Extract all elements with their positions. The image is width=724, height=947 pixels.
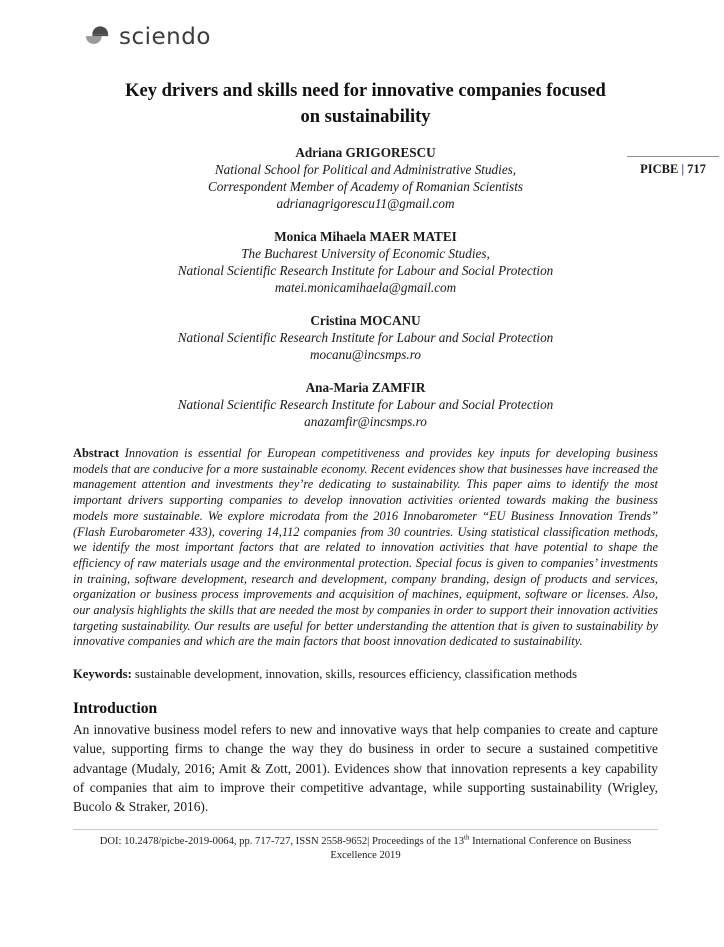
title-line-2: on sustainability <box>300 107 431 127</box>
author-email: mocanu@incsmps.ro <box>310 347 421 362</box>
section-heading-introduction: Introduction <box>73 700 158 718</box>
sciendo-logo-icon <box>84 20 110 54</box>
footer-doi-text: DOI: 10.2478/picbe-2019-0064, pp. 717-727, ISSN 2558-9652| Proceedings of the 13 <box>99 836 465 848</box>
publisher-logo <box>84 20 211 54</box>
abstract-paragraph <box>73 446 658 650</box>
keywords-text: sustainable development, innovation, skills, resources efficiency, classification methods <box>134 667 577 682</box>
publisher-name: sciendo <box>119 24 211 50</box>
footer-line-1 <box>73 835 658 849</box>
author-email: anazamfir@incsmps.ro <box>304 414 427 429</box>
abstract-label: Abstract <box>73 446 120 460</box>
author-affiliation: National Scientific Research Institute for Labour and Social Protection <box>177 263 554 278</box>
author-name: Ana-Maria ZAMFIR <box>305 380 426 395</box>
badge-separator: | <box>681 162 685 176</box>
author-affiliation: Correspondent Member of Academy of Romanian Scientists <box>208 179 523 194</box>
author-affiliation: National School for Political and Administrative Studies, <box>214 162 517 177</box>
author-block <box>73 312 658 363</box>
author-affiliation: National Scientific Research Institute for Labour and Social Protection <box>177 330 554 345</box>
page-footer <box>73 829 658 862</box>
title-line-1: Key drivers and skills need for innovative companies focused <box>125 81 606 101</box>
author-affiliation: National Scientific Research Institute for Labour and Social Protection <box>177 397 554 412</box>
footer-ordinal-sup: th <box>464 833 470 842</box>
footer-line-2: Excellence 2019 <box>330 849 401 861</box>
page-number: 717 <box>687 162 706 176</box>
paper-title <box>73 78 658 130</box>
author-block <box>73 144 658 212</box>
keywords-label: Keywords: <box>73 667 132 682</box>
authors-section <box>73 144 658 430</box>
article-content <box>73 78 658 862</box>
author-name: Adriana GRIGORESCU <box>295 145 436 160</box>
footer-conference-text: International Conference on Business <box>469 836 632 848</box>
author-email: adrianagrigorescu11@gmail.com <box>276 196 455 211</box>
author-name: Cristina MOCANU <box>310 313 421 328</box>
journal-code: PICBE <box>640 162 679 176</box>
author-block <box>73 228 658 296</box>
keywords-line <box>73 667 658 682</box>
author-affiliation: The Bucharest University of Economic Studies, <box>241 246 490 261</box>
author-email: matei.monicamihaela@gmail.com <box>274 280 457 295</box>
abstract-text: Innovation is essential for European competitiveness and provides key inputs for developing business models that are conducive for a more sustainable economy. Recent evidences show that businesses have increased the management attention and investments they’re dedicating to sustainability. This paper aims to identify the most important drivers supporting companies to develop innovation activities oriented towards making the business models more sustainable. We explore microdata from the 2016 Innobarometer “EU Business Innovation Trends” (Flash Eurobarometer 433), covering 14,112 companies from 30 countries. Using statistical classification methods, we identify the most important factors that are related to innovation activities that have potential to shape the efficiency of raw materials usage and the environmental protection. Special focus is given to companies’ investments in training, software development, research and development, company branding, design of products and services, organization or business process improvements and acquisition of machines, equipment, software or licenses. Also, our analysis highlights the skills that are needed the most by companies in order to support their innovation activities targeting sustainability. Our results are useful for better understanding the attention that is given to sustainability by innovative companies and which are the main factors that boost innovation dedicated to sustainability. <box>73 446 658 649</box>
author-name: Monica Mihaela MAER MATEI <box>274 229 457 244</box>
author-block <box>73 379 658 430</box>
introduction-paragraph: An innovative business model refers to new and innovative ways that help companies to create and capture value, supporting firms to change the way they do business in order to secure a sustained competitive advantage (Mudaly, 2016; Amit & Zott, 2001). Evidences show that innovation represents a key capability of companies that aim to improve their competitive advantage, while supporting sustainability (Wrigley, Bucolo & Straker, 2016). <box>73 722 658 814</box>
